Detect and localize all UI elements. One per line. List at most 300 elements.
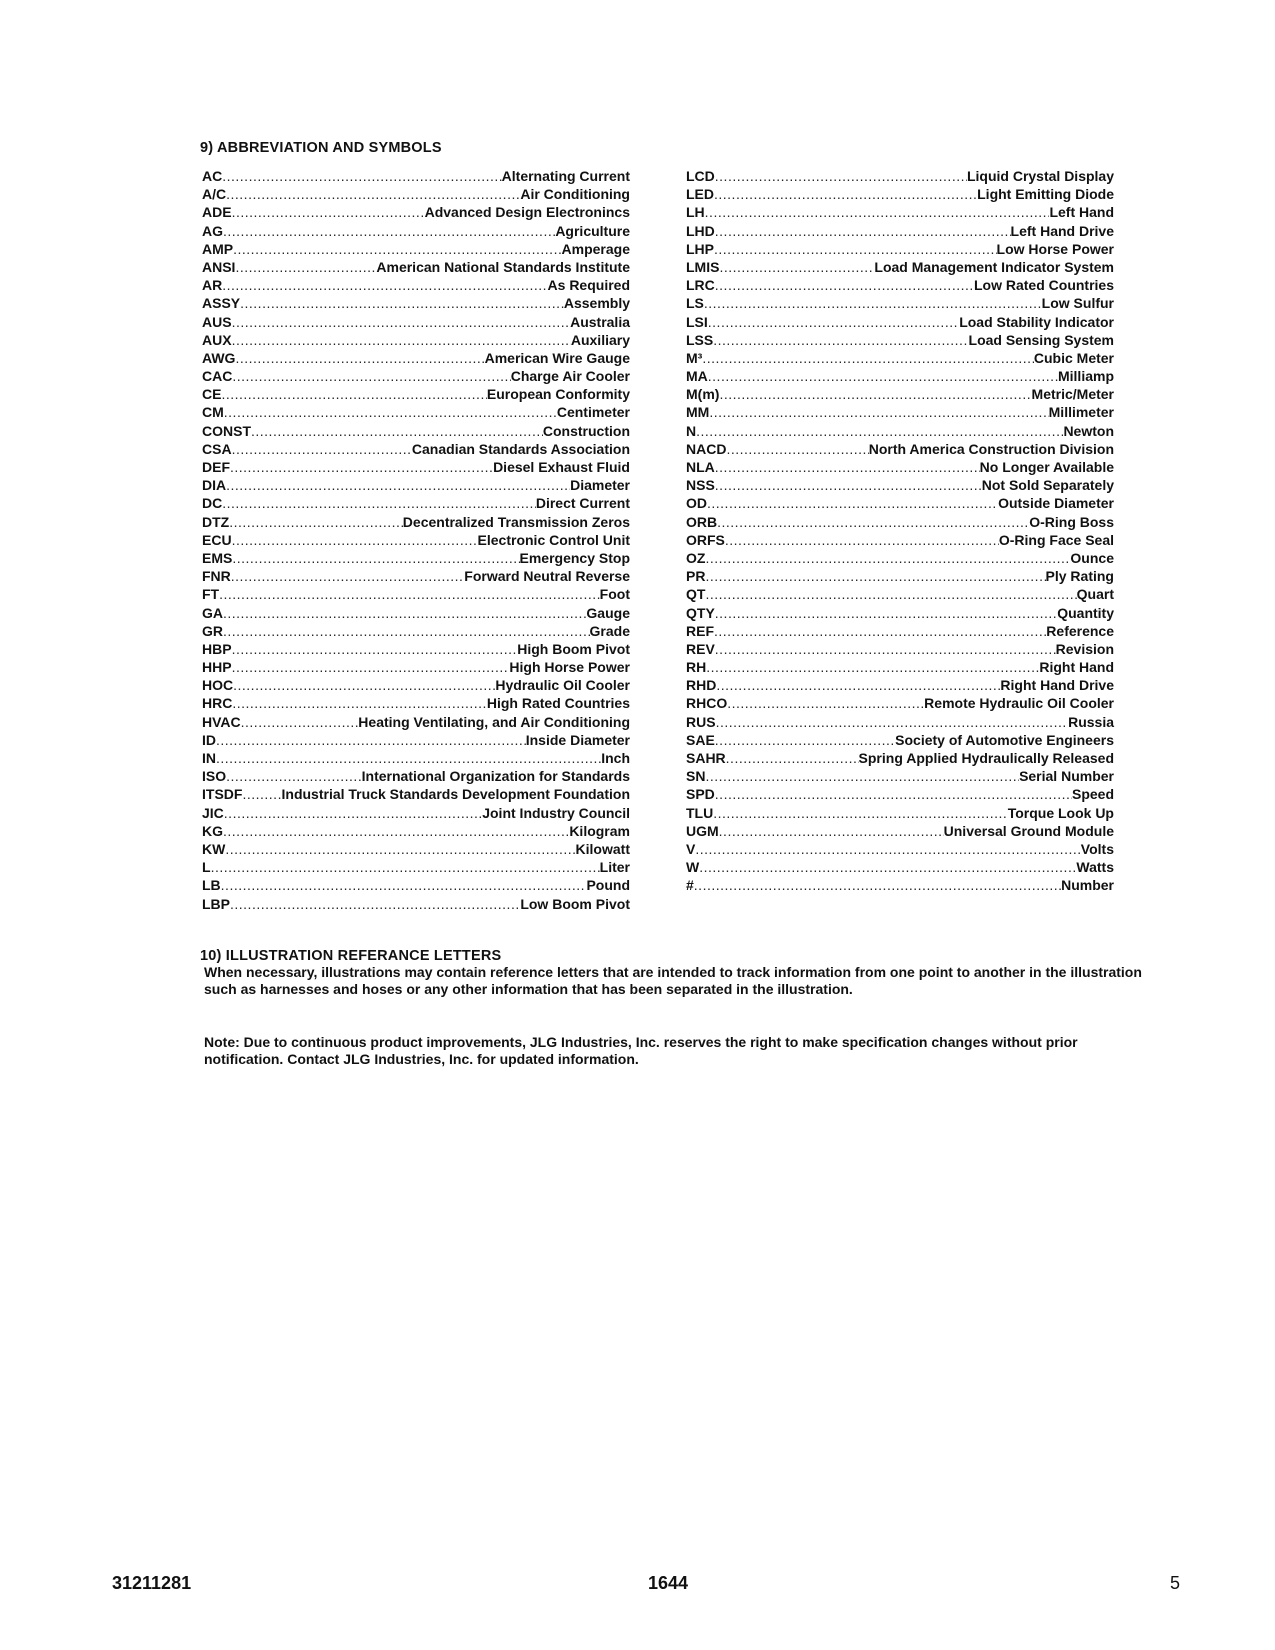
abbreviation-meaning: Inch <box>601 750 630 766</box>
dot-leader <box>233 240 561 258</box>
abbreviation-term: M³ <box>686 349 703 366</box>
abbreviation-term: CM <box>202 404 224 421</box>
abbreviation-meaning: Direct Current <box>535 495 630 512</box>
dot-leader <box>232 694 487 712</box>
abbreviation-row <box>202 822 630 840</box>
abbreviation-row <box>686 585 1114 603</box>
dot-leader <box>225 840 575 858</box>
abbreviation-term: MM <box>686 404 710 421</box>
abbreviation-meaning: High Horse Power <box>509 659 630 676</box>
dot-leader <box>704 294 1042 312</box>
dot-leader <box>726 749 859 767</box>
abbreviation-term: OD <box>686 495 707 512</box>
abbreviation-meaning: Universal Ground Module <box>943 822 1114 839</box>
abbreviation-term: AC <box>202 168 223 184</box>
abbreviation-row <box>202 440 630 458</box>
abbreviation-term: SAE <box>686 731 715 748</box>
abbreviation-term: SPD <box>686 786 715 803</box>
abbreviation-term: RUS <box>686 713 716 730</box>
dot-leader <box>715 785 1072 803</box>
abbreviation-row <box>202 494 630 512</box>
abbreviation-meaning: Quart <box>1076 586 1114 603</box>
abbreviation-meaning: American Wire Gauge <box>484 349 630 366</box>
abbreviation-row <box>202 549 630 567</box>
dot-leader <box>232 531 478 549</box>
dot-leader <box>222 167 501 185</box>
abbreviation-meaning: Russia <box>1068 713 1114 730</box>
dot-leader <box>242 785 281 803</box>
dot-leader <box>216 731 526 749</box>
abbreviation-row <box>202 349 630 367</box>
abbreviation-meaning: No Longer Available <box>979 459 1114 475</box>
abbreviation-row <box>202 458 630 476</box>
abbreviation-term: AG <box>202 222 223 239</box>
dot-leader <box>222 494 536 512</box>
abbreviation-meaning: Emergency Stop <box>519 549 630 566</box>
abbreviation-meaning: Joint Industry Council <box>482 804 630 821</box>
abbreviation-meaning: Kilowatt <box>575 840 630 857</box>
abbreviation-row <box>202 694 630 712</box>
dot-leader <box>714 240 997 258</box>
abbreviation-term: LHP <box>686 240 714 257</box>
dot-leader <box>232 367 510 385</box>
abbreviation-row <box>202 313 630 331</box>
abbreviation-meaning: Advanced Design Electronincs <box>424 204 630 221</box>
abbreviation-row <box>686 349 1114 367</box>
abbreviation-meaning: Millimeter <box>1048 404 1114 421</box>
dot-leader <box>715 476 982 494</box>
abbreviation-meaning: Society of Automotive Engineers <box>895 731 1114 748</box>
abbreviation-row <box>202 640 630 658</box>
abbreviation-term: V <box>686 840 696 857</box>
abbreviation-row <box>202 804 630 822</box>
abbreviation-row <box>686 494 1114 512</box>
abbreviation-term: RHD <box>686 677 717 694</box>
dot-leader <box>707 494 998 512</box>
abbreviation-term: IN <box>202 750 216 766</box>
dot-leader <box>705 567 1045 585</box>
dot-leader <box>715 276 974 294</box>
abbreviation-term: CSA <box>202 440 232 457</box>
abbreviation-term: LHD <box>686 222 715 239</box>
abbreviation-meaning: Inside Diameter <box>525 731 630 748</box>
abbreviation-meaning: Spring Applied Hydraulically Released <box>858 750 1114 766</box>
abbreviation-row <box>202 367 630 385</box>
abbreviation-row <box>686 185 1114 203</box>
abbreviation-row <box>686 331 1114 349</box>
abbreviation-term: A/C <box>202 186 227 203</box>
dot-leader <box>226 476 570 494</box>
abbreviation-term: CAC <box>202 368 233 385</box>
dot-leader <box>715 731 895 749</box>
abbreviation-row <box>202 767 630 785</box>
section-10-heading: 10) ILLUSTRATION REFERANCE LETTERS <box>200 948 502 964</box>
dot-leader <box>221 876 587 894</box>
abbreviation-row <box>202 476 630 494</box>
dot-leader <box>715 604 1057 622</box>
section-9-heading: 9) ABBREVIATION AND SYMBOLS <box>200 140 442 156</box>
abbreviation-row <box>202 513 630 531</box>
abbreviation-term: MA <box>686 368 708 385</box>
abbreviation-term: LCD <box>686 168 715 184</box>
abbreviation-term: NLA <box>686 459 715 475</box>
abbreviation-row <box>686 513 1114 531</box>
dot-leader <box>715 458 980 476</box>
abbreviation-meaning: Torque Look Up <box>1007 804 1114 821</box>
abbreviation-meaning: Quantity <box>1057 604 1114 621</box>
dot-leader <box>705 203 1050 221</box>
dot-leader <box>251 422 543 440</box>
dot-leader <box>223 822 569 840</box>
page-number: 5 <box>1170 1573 1181 1593</box>
abbreviation-term: AUX <box>202 331 232 348</box>
abbreviation-row <box>686 658 1114 676</box>
abbreviation-term: KW <box>202 840 226 857</box>
dot-leader <box>708 313 959 331</box>
abbreviation-row <box>686 367 1114 385</box>
abbreviation-meaning: O-Ring Boss <box>1029 513 1114 530</box>
abbreviation-meaning: Low Horse Power <box>996 240 1114 257</box>
abbreviation-meaning: Forward Neutral Reverse <box>464 568 630 585</box>
abbreviation-meaning: Diesel Exhaust Fluid <box>493 459 630 475</box>
abbreviation-meaning: Load Stability Indicator <box>959 313 1114 330</box>
abbreviation-meaning: Gauge <box>586 604 630 621</box>
abbreviation-term: W <box>686 859 700 876</box>
abbreviation-meaning: O-Ring Face Seal <box>998 531 1114 548</box>
abbreviation-meaning: Right Hand Drive <box>1000 677 1114 694</box>
abbreviation-row <box>686 403 1114 421</box>
abbreviation-row <box>202 658 630 676</box>
abbreviation-meaning: Australia <box>570 313 630 330</box>
dot-leader <box>714 622 1046 640</box>
abbreviation-meaning: Number <box>1061 877 1114 894</box>
abbreviation-row <box>202 167 630 185</box>
dot-leader <box>223 622 590 640</box>
abbreviation-row <box>686 531 1114 549</box>
abbreviation-row <box>686 604 1114 622</box>
abbreviation-term: FT <box>202 586 220 603</box>
abbreviation-term: HVAC <box>202 713 241 730</box>
abbreviation-term: LRC <box>686 277 715 294</box>
abbreviation-term: ECU <box>202 531 232 548</box>
abbreviation-row <box>202 203 630 221</box>
page-code: 1644 <box>648 1573 689 1593</box>
abbreviation-meaning: Amperage <box>561 240 630 257</box>
abbreviation-row <box>686 785 1114 803</box>
abbreviation-row <box>686 713 1114 731</box>
abbreviation-row <box>686 385 1114 403</box>
dot-leader <box>717 513 1029 531</box>
abbreviation-meaning: Alternating Current <box>501 168 630 184</box>
dot-leader <box>232 440 412 458</box>
abbreviation-meaning: Electronic Control Unit <box>477 531 630 548</box>
abbreviation-term: GA <box>202 604 223 621</box>
abbreviation-row <box>686 313 1114 331</box>
abbreviation-meaning: Liter <box>599 859 630 876</box>
abbreviation-row <box>686 622 1114 640</box>
dot-leader <box>705 585 1076 603</box>
abbreviation-meaning: Centimeter <box>556 404 630 421</box>
abbreviation-row <box>202 331 630 349</box>
abbreviation-row <box>686 294 1114 312</box>
abbreviation-meaning: Serial Number <box>1019 768 1114 785</box>
dot-leader <box>229 513 403 531</box>
abbreviation-term: LB <box>202 877 221 894</box>
abbreviation-row <box>686 240 1114 258</box>
abbreviation-meaning: Newton <box>1063 422 1114 439</box>
abbreviation-row <box>686 822 1114 840</box>
abbreviation-row <box>686 167 1114 185</box>
dot-leader <box>232 203 425 221</box>
abbreviation-term: ORFS <box>686 531 725 548</box>
dot-leader <box>716 676 1000 694</box>
abbreviation-row <box>202 294 630 312</box>
abbreviation-meaning: Left Hand <box>1049 204 1114 221</box>
section-10-body: When necessary, illustrations may contain reference letters that are intended to track information from one point to another in the illustration such as harnesses and hoses or any other information that has been separated in the illustration. <box>204 964 1142 997</box>
abbreviation-row <box>686 222 1114 240</box>
abbreviation-meaning: Construction <box>542 422 630 439</box>
dot-leader <box>223 222 555 240</box>
abbreviation-meaning: Agriculture <box>555 222 630 239</box>
abbreviation-term: LED <box>686 186 714 203</box>
abbreviation-row <box>686 458 1114 476</box>
dot-leader <box>224 403 557 421</box>
abbreviation-row <box>202 676 630 694</box>
abbreviation-row <box>686 749 1114 767</box>
abbreviation-row <box>686 694 1114 712</box>
dot-leader <box>235 349 484 367</box>
abbreviation-term: GR <box>202 622 223 639</box>
abbreviation-term: M(m) <box>686 386 720 403</box>
abbreviation-row <box>202 222 630 240</box>
dot-leader <box>232 640 518 658</box>
abbreviation-meaning: High Rated Countries <box>486 695 630 712</box>
abbreviation-term: UGM <box>686 822 719 839</box>
abbreviation-row <box>686 567 1114 585</box>
dot-leader <box>221 385 486 403</box>
dot-leader <box>702 349 1034 367</box>
dot-leader <box>696 422 1063 440</box>
abbreviation-term: LH <box>686 204 705 221</box>
abbreviation-term: L <box>202 859 211 876</box>
abbreviation-term: LBP <box>202 895 230 912</box>
abbreviation-term: CONST <box>202 422 251 439</box>
dot-leader <box>714 185 977 203</box>
abbreviation-term: NACD <box>686 440 727 457</box>
abbreviation-meaning: European Conformity <box>486 386 630 403</box>
abbreviation-row <box>202 731 630 749</box>
abbreviation-term: RHCO <box>686 695 728 712</box>
abbreviation-meaning: Industrial Truck Standards Development Foundation <box>281 786 630 803</box>
dot-leader <box>727 694 924 712</box>
abbreviation-term: REF <box>686 622 714 639</box>
abbreviation-term: DC <box>202 495 223 512</box>
abbreviation-term: LSS <box>686 331 714 348</box>
dot-leader <box>705 549 1070 567</box>
abbreviation-meaning: Outside Diameter <box>998 495 1114 512</box>
abbreviation-row <box>686 549 1114 567</box>
dot-leader <box>222 276 547 294</box>
abbreviation-row <box>202 258 630 276</box>
abbreviation-meaning: Ounce <box>1070 549 1114 566</box>
abbreviation-term: ANSI <box>202 258 236 275</box>
abbreviation-row <box>202 713 630 731</box>
dot-leader <box>706 658 1039 676</box>
abbreviation-row <box>202 585 630 603</box>
abbreviation-row <box>202 840 630 858</box>
abbreviation-term: HOC <box>202 677 234 694</box>
abbreviation-row <box>686 203 1114 221</box>
abbreviation-meaning: American National Standards Institute <box>376 258 630 275</box>
abbreviation-meaning: Cubic Meter <box>1033 349 1114 366</box>
abbreviation-term: TLU <box>686 804 714 821</box>
abbreviation-term: SAHR <box>686 750 726 766</box>
abbreviation-row <box>202 858 630 876</box>
abbreviation-term: NSS <box>686 477 715 494</box>
abbreviation-term: QTY <box>686 604 715 621</box>
abbreviation-meaning: Right Hand <box>1039 659 1114 676</box>
abbreviation-meaning: Heating Ventilating, and Air Conditioning <box>358 713 630 730</box>
abbreviation-term: HBP <box>202 640 232 657</box>
abbreviation-row <box>202 185 630 203</box>
dot-leader <box>719 385 1031 403</box>
dot-leader <box>211 858 600 876</box>
abbreviation-term: ADE <box>202 204 232 221</box>
abbreviation-term: ISO <box>202 768 227 785</box>
abbreviation-row <box>686 731 1114 749</box>
abbreviation-term: OZ <box>686 549 706 566</box>
dot-leader <box>235 258 376 276</box>
abbreviation-meaning: As Required <box>547 277 630 294</box>
abbreviation-term: ITSDF <box>202 786 243 803</box>
abbreviation-term: EMS <box>202 549 233 566</box>
dot-leader <box>232 331 571 349</box>
abbreviation-row <box>686 640 1114 658</box>
abbreviation-meaning: Foot <box>599 586 630 603</box>
abbreviation-row <box>202 385 630 403</box>
abbreviation-meaning: Canadian Standards Association <box>411 440 630 457</box>
abbreviation-meaning: Air Conditioning <box>520 186 630 203</box>
dot-leader <box>241 713 359 731</box>
abbreviation-term: AWG <box>202 349 236 366</box>
dot-leader <box>719 822 944 840</box>
abbreviation-row <box>686 258 1114 276</box>
abbreviation-row <box>202 749 630 767</box>
abbreviation-term: CE <box>202 386 222 403</box>
abbreviation-term: # <box>686 877 694 894</box>
abbreviation-term: QT <box>686 586 706 603</box>
abbreviation-row <box>202 785 630 803</box>
abbreviation-term: AMP <box>202 240 234 257</box>
abbreviation-list-left <box>202 167 630 913</box>
abbreviation-row <box>686 476 1114 494</box>
dot-leader <box>216 749 601 767</box>
dot-leader <box>233 676 495 694</box>
abbreviation-term: RH <box>686 659 707 676</box>
dot-leader <box>719 258 874 276</box>
abbreviation-row <box>686 840 1114 858</box>
abbreviation-meaning: Low Boom Pivot <box>520 895 630 912</box>
dot-leader <box>226 185 520 203</box>
abbreviation-row <box>202 895 630 913</box>
abbreviation-term: DIA <box>202 477 227 494</box>
abbreviation-meaning: Milliamp <box>1057 368 1114 385</box>
abbreviation-meaning: Watts <box>1076 859 1114 876</box>
dot-leader <box>715 222 1011 240</box>
dot-leader <box>705 767 1019 785</box>
abbreviation-row <box>202 531 630 549</box>
abbreviation-meaning: Kilogram <box>569 822 630 839</box>
abbreviation-row <box>202 422 630 440</box>
abbreviation-row <box>686 876 1114 894</box>
abbreviation-meaning: Not Sold Separately <box>981 477 1114 494</box>
abbreviation-meaning: Ply Rating <box>1045 568 1114 585</box>
abbreviation-row <box>686 858 1114 876</box>
abbreviation-term: DTZ <box>202 513 230 530</box>
dot-leader <box>232 658 510 676</box>
abbreviation-meaning: Speed <box>1071 786 1114 803</box>
document-number: 31211281 <box>112 1573 192 1593</box>
abbreviation-meaning: Pound <box>586 877 630 894</box>
abbreviation-row <box>202 876 630 894</box>
abbreviation-term: JIC <box>202 804 224 821</box>
dot-leader <box>240 294 564 312</box>
abbreviation-row <box>686 804 1114 822</box>
abbreviation-meaning: Grade <box>589 622 630 639</box>
abbreviation-term: SN <box>686 768 706 785</box>
abbreviation-meaning: Reference <box>1046 622 1114 639</box>
abbreviation-row <box>202 604 630 622</box>
abbreviation-row <box>686 440 1114 458</box>
note-paragraph: Note: Due to continuous product improvements, JLG Industries, Inc. reserves the right to make specification changes without prior notification. Contact JLG Industries, Inc. for updated information. <box>204 1034 1078 1067</box>
abbreviation-meaning: Metric/Meter <box>1031 386 1114 403</box>
dot-leader <box>726 440 868 458</box>
abbreviation-meaning: High Boom Pivot <box>517 640 630 657</box>
abbreviation-meaning: Revision <box>1055 640 1114 657</box>
abbreviation-term: KG <box>202 822 223 839</box>
abbreviation-term: ORB <box>686 513 718 530</box>
dot-leader <box>694 876 1061 894</box>
abbreviation-row <box>202 622 630 640</box>
dot-leader <box>713 804 1007 822</box>
abbreviation-term: FNR <box>202 568 231 585</box>
abbreviation-term: LS <box>686 295 704 312</box>
abbreviation-term: DEF <box>202 459 230 475</box>
abbreviation-row <box>686 676 1114 694</box>
abbreviation-meaning: Charge Air Cooler <box>510 368 630 385</box>
dot-leader <box>231 567 464 585</box>
abbreviation-term: AR <box>202 277 223 294</box>
abbreviation-row <box>202 567 630 585</box>
abbreviation-meaning: Load Management Indicator System <box>874 258 1114 275</box>
abbreviation-meaning: Low Rated Countries <box>973 277 1114 294</box>
dot-leader <box>695 840 1080 858</box>
abbreviation-meaning: Assembly <box>563 295 630 312</box>
abbreviation-meaning: North America Construction Division <box>868 440 1114 457</box>
abbreviation-term: LSI <box>686 313 708 330</box>
dot-leader <box>713 331 968 349</box>
dot-leader <box>224 804 482 822</box>
abbreviation-term: HHP <box>202 659 232 676</box>
abbreviation-meaning: Left Hand Drive <box>1010 222 1114 239</box>
abbreviation-meaning: Hydraulic Oil Cooler <box>495 677 630 694</box>
abbreviation-row <box>686 767 1114 785</box>
abbreviation-meaning: Decentralized Transmission Zeros <box>402 513 630 530</box>
abbreviation-row <box>686 422 1114 440</box>
abbreviation-meaning: Load Sensing System <box>968 331 1114 348</box>
dot-leader <box>716 713 1069 731</box>
abbreviation-meaning: Low Sulfur <box>1041 295 1114 312</box>
